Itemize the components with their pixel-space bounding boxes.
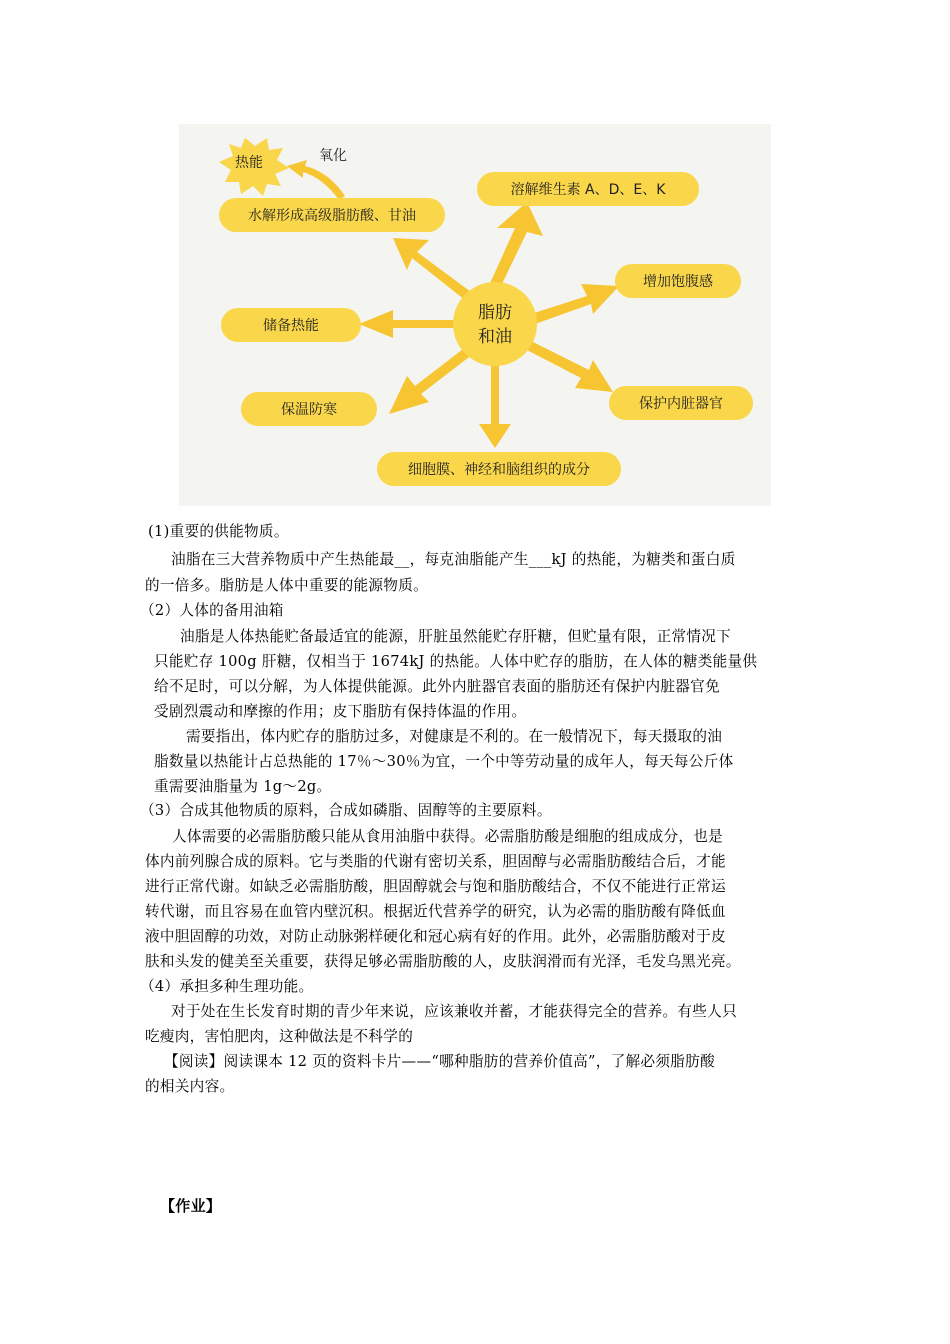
arrow-to-vitamins — [487, 202, 543, 294]
arrow-to-keep-warm — [389, 346, 473, 414]
section-heading-2: （2）人体的备用油箱 — [140, 602, 284, 619]
paragraph-line: 的一倍多。脂肪是人体中重要的能源物质。 — [145, 577, 428, 594]
arrow-oxidation — [287, 160, 345, 200]
keep-warm-label: 保温防寒 — [281, 402, 337, 418]
paragraph-line: 对于处在生长发育时期的青少年来说，应该兼收并蓄，才能获得完全的营养。有些人只 — [171, 1003, 737, 1020]
protect-label: 保护内脏器官 — [639, 396, 723, 412]
paragraph-line: 脂数量以热能计占总热能的 17％～30％为宜，一个中等劳动量的成年人，每天每公斤体 — [154, 753, 734, 770]
section-heading-3: （3）合成其他物质的原料，合成如磷脂、固醇等的主要原料。 — [140, 802, 552, 819]
paragraph-line: 只能贮存 100g 肝糖，仅相当于 1674kJ 的热能。人体中贮存的脂肪，在人体的糖类能量供 — [154, 653, 758, 670]
center-circle — [453, 282, 537, 366]
satiety-label: 增加饱腹感 — [643, 274, 713, 290]
paragraph-line: 体内前列腺合成的原料。它与类脂的代谢有密切关系，胆固醇与必需脂肪酸结合后，才能 — [145, 853, 726, 870]
homework-heading: 【作业】 — [160, 1197, 222, 1215]
arrow-to-hydrolysis — [393, 238, 471, 300]
paragraph-line: 重需要油脂量为 1g～2g。 — [154, 778, 332, 795]
paragraph-line: 肤和头发的健美至关重要，获得足够必需脂肪酸的人，皮肤润滑而有光泽，毛发乌黑光亮。 — [145, 953, 741, 970]
center-label-line2: 和油 — [478, 327, 512, 347]
paragraph-line: 转代谢，而且容易在血管内壁沉积。根据近代营养学的研究，认为必需的脂肪酸有降低血 — [145, 903, 726, 920]
oxidation-label: 氧化 — [319, 148, 347, 164]
arrow-to-protect — [523, 340, 613, 392]
heat-energy-label: 热能 — [235, 155, 263, 171]
paragraph-line: 液中胆固醇的功效，对防止动脉粥样硬化和冠心病有好的作用。此外，必需脂肪酸对于皮 — [145, 928, 726, 945]
paragraph-line: 需要指出，体内贮存的脂肪过多，对健康是不利的。在一般情况下，每天摄取的油 — [186, 728, 723, 745]
center-label-line1: 脂肪 — [478, 303, 512, 323]
reading-line: 【阅读】阅读课本 12 页的资料卡片——“哪种脂肪的营养价值高”，了解必须脂肪酸 — [164, 1053, 715, 1070]
reading-line: 的相关内容。 — [145, 1078, 235, 1095]
paragraph-line: 进行正常代谢。如缺乏必需脂肪酸，胆固醇就会与饱和脂肪酸结合，不仅不能进行正常运 — [145, 878, 726, 895]
paragraph-line: 受剧烈震动和摩擦的作用；皮下脂肪有保持体温的作用。 — [154, 703, 527, 720]
arrow-to-reserve — [359, 310, 455, 338]
arrow-to-cells — [479, 360, 511, 448]
paragraph-line: 油脂是人体热能贮备最适宜的能源，肝脏虽然能贮存肝糖，但贮量有限，正常情况下 — [180, 628, 732, 645]
fat-functions-diagram — [179, 124, 771, 506]
section-heading-4: （4）承担多种生理功能。 — [140, 978, 314, 995]
paragraph-line: 人体需要的必需脂肪酸只能从食用油脂中获得。必需脂肪酸是细胞的组成成分，也是 — [172, 828, 724, 845]
paragraph-line: 给不足时，可以分解，为人体提供能源。此外内脏器官表面的脂肪还有保护内脏器官免 — [154, 678, 720, 695]
diagram-canvas — [179, 124, 771, 506]
vitamins-label: 溶解维生素 A、D、E、K — [510, 182, 666, 198]
cells-label: 细胞膜、神经和脑组织的成分 — [408, 462, 590, 478]
hydrolysis-label: 水解形成高级脂肪酸、甘油 — [248, 208, 416, 224]
section-heading-1: (1)重要的供能物质。 — [148, 523, 289, 540]
arrow-to-satiety — [531, 284, 619, 324]
paragraph-line: 油脂在三大营养物质中产生热能最__，每克油脂能产生___kJ 的热能，为糖类和蛋白质 — [171, 551, 736, 568]
paragraph-line: 吃瘦肉，害怕肥肉，这种做法是不科学的 — [145, 1028, 414, 1045]
reserve-label: 储备热能 — [263, 318, 319, 334]
